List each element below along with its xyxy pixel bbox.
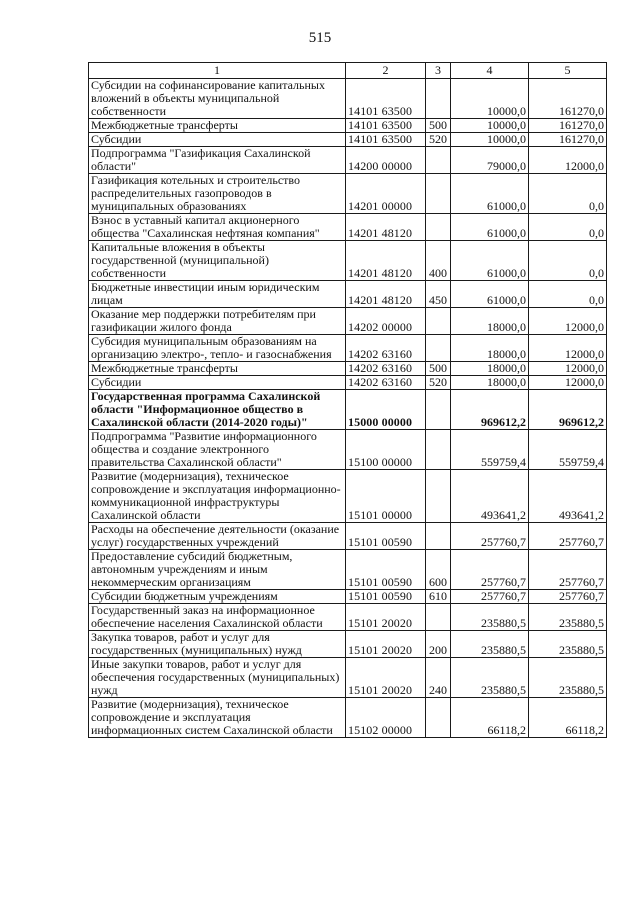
row-vr-cell (426, 214, 451, 241)
row-value-cell: 161270,0 (529, 119, 607, 133)
table-row (89, 604, 607, 631)
row-code-cell: 15101 20020 (346, 631, 426, 658)
row-value-cell: 10000,0 (451, 79, 529, 119)
row-value-cell: 235880,5 (529, 658, 607, 698)
row-code-cell: 14101 63500 (346, 79, 426, 119)
row-value-cell: 257760,7 (529, 550, 607, 590)
row-value-cell: 235880,5 (529, 631, 607, 658)
row-code-cell: 14202 63160 (346, 376, 426, 390)
table-row (89, 590, 607, 604)
row-name-cell: Развитие (модернизация), техническое сопровождение и эксплуатация информационных систем Сахалинской области (89, 698, 346, 738)
row-name-cell: Государственный заказ на информационное обеспечение населения Сахалинской области (89, 604, 346, 631)
table-row (89, 214, 607, 241)
table-row (89, 698, 607, 738)
row-vr-cell (426, 523, 451, 550)
row-vr-cell: 500 (426, 362, 451, 376)
row-code-cell: 14202 63160 (346, 335, 426, 362)
row-name-cell: Бюджетные инвестиции иным юридическим лицам (89, 281, 346, 308)
row-name-cell: Развитие (модернизация), техническое сопровождение и эксплуатация информационно-коммуникационной инфраструктуры Сахалинской области (89, 470, 346, 523)
table-row (89, 631, 607, 658)
row-code-cell: 15101 00590 (346, 523, 426, 550)
row-code-cell: 14202 63160 (346, 362, 426, 376)
row-name-cell: Оказание мер поддержки потребителям при газификации жилого фонда (89, 308, 346, 335)
table-header-row (89, 63, 607, 79)
row-value-cell: 257760,7 (451, 590, 529, 604)
row-value-cell: 61000,0 (451, 241, 529, 281)
row-value-cell: 257760,7 (451, 523, 529, 550)
row-value-cell: 969612,2 (451, 390, 529, 430)
row-value-cell: 235880,5 (451, 631, 529, 658)
table-row (89, 430, 607, 470)
row-code-cell: 15101 20020 (346, 604, 426, 631)
row-name-cell: Закупка товаров, работ и услуг для государственных (муниципальных) нужд (89, 631, 346, 658)
row-value-cell: 12000,0 (529, 376, 607, 390)
row-name-cell: Предоставление субсидий бюджетным, автономным учреждениям и иным некоммерческим организациям (89, 550, 346, 590)
row-vr-cell: 200 (426, 631, 451, 658)
row-code-cell: 14201 48120 (346, 214, 426, 241)
row-name-cell: Межбюджетные трансферты (89, 362, 346, 376)
row-name-cell: Иные закупки товаров, работ и услуг для обеспечения государственных (муниципальных) нужд (89, 658, 346, 698)
row-value-cell: 12000,0 (529, 335, 607, 362)
table-row (89, 470, 607, 523)
row-vr-cell: 610 (426, 590, 451, 604)
column-header: 1 (89, 63, 346, 79)
row-vr-cell: 520 (426, 376, 451, 390)
row-name-cell: Взнос в уставный капитал акционерного общества "Сахалинская нефтяная компания" (89, 214, 346, 241)
row-value-cell: 559759,4 (529, 430, 607, 470)
row-value-cell: 161270,0 (529, 79, 607, 119)
row-name-cell: Капитальные вложения в объекты государственной (муниципальной) собственности (89, 241, 346, 281)
row-code-cell: 14101 63500 (346, 119, 426, 133)
row-code-cell: 14201 48120 (346, 241, 426, 281)
row-vr-cell (426, 604, 451, 631)
row-code-cell: 14201 00000 (346, 174, 426, 214)
table-row (89, 79, 607, 119)
row-name-cell: Субсидии (89, 376, 346, 390)
row-value-cell: 66118,2 (529, 698, 607, 738)
row-value-cell: 10000,0 (451, 133, 529, 147)
row-code-cell: 15102 00000 (346, 698, 426, 738)
row-name-cell: Газификация котельных и строительство распределительных газопроводов в муниципальных образованиях (89, 174, 346, 214)
row-vr-cell (426, 147, 451, 174)
table-row (89, 119, 607, 133)
row-code-cell: 15101 00590 (346, 590, 426, 604)
row-value-cell: 0,0 (529, 214, 607, 241)
row-name-cell: Расходы на обеспечение деятельности (оказание услуг) государственных учреждений (89, 523, 346, 550)
row-vr-cell (426, 174, 451, 214)
row-value-cell: 66118,2 (451, 698, 529, 738)
row-code-cell: 14202 00000 (346, 308, 426, 335)
row-value-cell: 61000,0 (451, 214, 529, 241)
row-name-cell: Межбюджетные трансферты (89, 119, 346, 133)
row-name-cell: Подпрограмма "Развитие информационного общества и создание электронного правительства Сахалинской области" (89, 430, 346, 470)
row-name-cell: Субсидии на софинансирование капитальных вложений в объекты муниципальной собственности (89, 79, 346, 119)
table-row (89, 362, 607, 376)
row-value-cell: 257760,7 (529, 523, 607, 550)
row-name-cell: Субсидия муниципальным образованиям на организацию электро-, тепло- и газоснабжения (89, 335, 346, 362)
row-value-cell: 79000,0 (451, 147, 529, 174)
row-value-cell: 12000,0 (529, 362, 607, 376)
row-vr-cell: 600 (426, 550, 451, 590)
row-code-cell: 14101 63500 (346, 133, 426, 147)
row-code-cell: 15100 00000 (346, 430, 426, 470)
table-row (89, 390, 607, 430)
row-value-cell: 18000,0 (451, 362, 529, 376)
row-value-cell: 12000,0 (529, 147, 607, 174)
row-value-cell: 61000,0 (451, 281, 529, 308)
row-name-cell: Субсидии (89, 133, 346, 147)
row-vr-cell (426, 698, 451, 738)
row-value-cell: 493641,2 (451, 470, 529, 523)
row-name-cell: Подпрограмма "Газификация Сахалинской области" (89, 147, 346, 174)
table-row (89, 658, 607, 698)
row-value-cell: 969612,2 (529, 390, 607, 430)
row-code-cell: 15000 00000 (346, 390, 426, 430)
row-value-cell: 0,0 (529, 174, 607, 214)
table-row (89, 550, 607, 590)
column-header: 3 (426, 63, 451, 79)
table-row (89, 241, 607, 281)
table-row (89, 133, 607, 147)
page-number: 515 (308, 30, 332, 46)
row-value-cell: 10000,0 (451, 119, 529, 133)
row-vr-cell (426, 308, 451, 335)
row-name-cell: Субсидии бюджетным учреждениям (89, 590, 346, 604)
table-row (89, 308, 607, 335)
row-vr-cell (426, 79, 451, 119)
row-vr-cell (426, 335, 451, 362)
table-row (89, 335, 607, 362)
table-row (89, 281, 607, 308)
row-vr-cell (426, 470, 451, 523)
row-vr-cell: 500 (426, 119, 451, 133)
table-row (89, 147, 607, 174)
row-name-cell: Государственная программа Сахалинской области "Информационное общество в Сахалинской области (2014-2020 годы)" (89, 390, 346, 430)
row-vr-cell: 400 (426, 241, 451, 281)
row-vr-cell (426, 430, 451, 470)
row-value-cell: 235880,5 (451, 658, 529, 698)
row-value-cell: 161270,0 (529, 133, 607, 147)
table-row (89, 174, 607, 214)
column-header: 4 (451, 63, 529, 79)
column-header: 2 (346, 63, 426, 79)
table-row (89, 523, 607, 550)
row-value-cell: 18000,0 (451, 376, 529, 390)
row-vr-cell (426, 390, 451, 430)
row-value-cell: 559759,4 (451, 430, 529, 470)
row-value-cell: 18000,0 (451, 308, 529, 335)
row-value-cell: 235880,5 (451, 604, 529, 631)
table-row (89, 376, 607, 390)
row-value-cell: 18000,0 (451, 335, 529, 362)
row-code-cell: 14201 48120 (346, 281, 426, 308)
budget-table (88, 62, 607, 738)
row-code-cell: 15101 20020 (346, 658, 426, 698)
row-vr-cell: 450 (426, 281, 451, 308)
row-value-cell: 12000,0 (529, 308, 607, 335)
row-value-cell: 235880,5 (529, 604, 607, 631)
row-code-cell: 15101 00000 (346, 470, 426, 523)
row-code-cell: 14200 00000 (346, 147, 426, 174)
row-value-cell: 0,0 (529, 281, 607, 308)
row-value-cell: 257760,7 (529, 590, 607, 604)
row-value-cell: 61000,0 (451, 174, 529, 214)
row-value-cell: 0,0 (529, 241, 607, 281)
row-value-cell: 257760,7 (451, 550, 529, 590)
row-value-cell: 493641,2 (529, 470, 607, 523)
column-header: 5 (529, 63, 607, 79)
row-code-cell: 15101 00590 (346, 550, 426, 590)
row-vr-cell: 240 (426, 658, 451, 698)
row-vr-cell: 520 (426, 133, 451, 147)
